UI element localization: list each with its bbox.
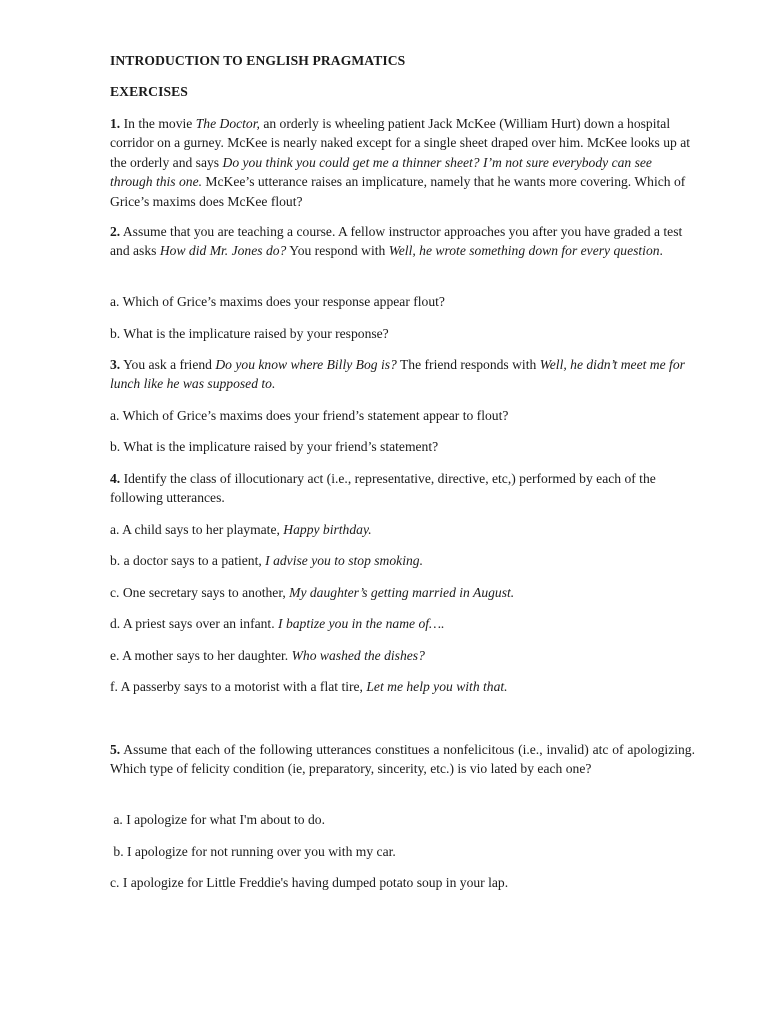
question-number: 4. [110, 471, 121, 486]
question-4e: e. A mother says to her daughter. Who washed the dishes? [110, 648, 425, 663]
question-4d: d. A priest says over an infant. I baptize you in the name of…. [110, 616, 445, 631]
question-5b: b. I apologize for not running over you with my car. [110, 844, 396, 859]
page-title: INTRODUCTION TO ENGLISH PRAGMATICS [110, 53, 406, 68]
question-2b: b. What is the implicature raised by your response? [110, 326, 389, 341]
question-3b: b. What is the implicature raised by your friend’s statement? [110, 439, 439, 454]
question-4a: a. A child says to her playmate, Happy birthday. [110, 522, 372, 537]
question-number: 3. [110, 357, 121, 372]
question-5c: c. I apologize for Little Freddie's having dumped potato soup in your lap. [110, 875, 509, 890]
question-5: 5. Assume that each of the following utterances constitues a nonfelicitous (i.e., invalid) atc of apologizing. Which type of felicity condition (ie, preparatory, sincerity, etc.) is vio lated by each one? [110, 742, 695, 777]
question-4: 4. Identify the class of illocutionary act (i.e., representative, directive, etc,) performed by each of the following utterances. [110, 471, 656, 506]
question-number: 1. [110, 116, 121, 131]
question-1: 1. In the movie The Doctor, an orderly is wheeling patient Jack McKee (William Hurt) down a hospital corridor on a gurney. McKee is nearly naked except for a single sheet draped over him. McKee looks up at the orderly and says Do you think you could get me a thinner sheet? I’m not sure everybody can see through this one. McKee’s utterance raises an implicature, namely that he wants more covering. Which of Grice’s maxims does McKee flout? [110, 116, 691, 209]
question-4f: f. A passerby says to a motorist with a flat tire, Let me help you with that. [110, 679, 508, 694]
question-4c: c. One secretary says to another, My daughter’s getting married in August. [110, 585, 515, 600]
question-2: 2. Assume that you are teaching a course. A fellow instructor approaches you after you have graded a test and asks How did Mr. Jones do? You respond with Well, he wrote something down for every question. [110, 224, 683, 259]
question-3a: a. Which of Grice’s maxims does your friend’s statement appear to flout? [110, 408, 509, 423]
question-4b: b. a doctor says to a patient, I advise you to stop smoking. [110, 553, 423, 568]
question-number: 2. [110, 224, 121, 239]
question-5a: a. I apologize for what I'm about to do. [110, 812, 325, 827]
question-2a: a. Which of Grice’s maxims does your response appear flout? [110, 294, 445, 309]
question-number: 5. [110, 742, 121, 757]
question-3: 3. You ask a friend Do you know where Billy Bog is? The friend responds with Well, he didn’t meet me for lunch like he was supposed to. [110, 357, 685, 392]
section-heading: EXERCISES [110, 84, 188, 99]
